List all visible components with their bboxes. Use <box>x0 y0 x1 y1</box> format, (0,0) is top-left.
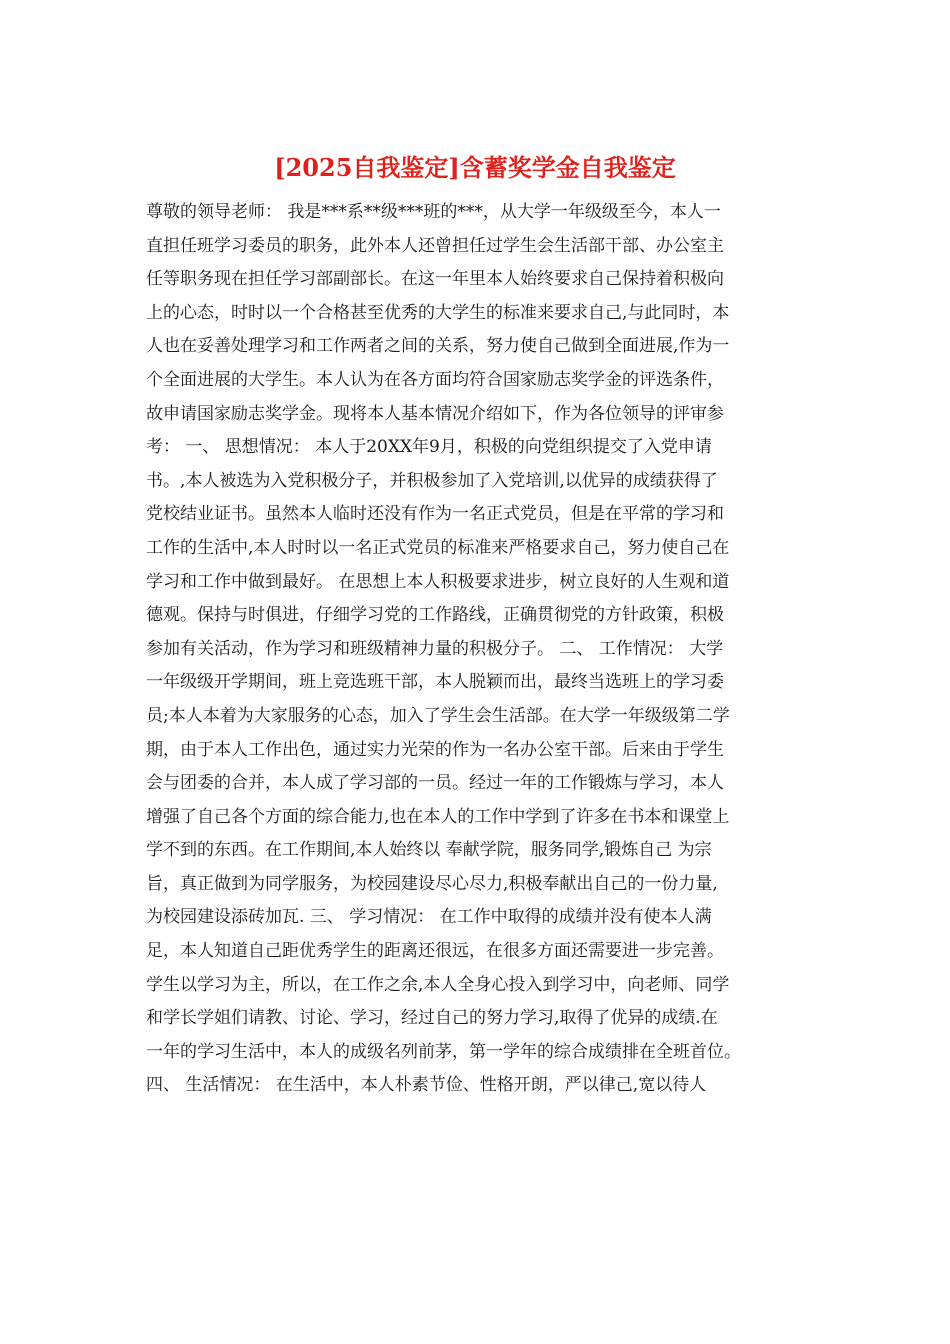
body-line: 会与团委的合并，本人成了学习部的一员。经过一年的工作锻炼与学习，本人 <box>146 773 724 794</box>
body-line: 一年级级开学期间，班上竞选班干部，本人脱颖而出，最终当选班上的学习委 <box>146 672 724 693</box>
body-line: 四、 生活情况： 在生活中，本人朴素节俭、性格开朗，严以律己,宽以待人 <box>146 1075 707 1096</box>
body-line: 学生以学习为主，所以，在工作之余,本人全身心投入到学习中，向老师、同学 <box>146 974 730 995</box>
body-line: 直担任班学习委员的职务，此外本人还曾担任过学生会生活部干部、办公室主 <box>146 235 724 256</box>
body-line: 一年的学习生活中，本人的成级名列前茅，第一学年的综合成绩排在全班首位。 <box>146 1041 741 1062</box>
body-line: 学习和工作中做到最好。 在思想上本人积极要求进步，树立良好的人生观和道 <box>146 571 730 592</box>
body-line: 工作的生活中,本人时时以一名正式党员的标准来严格要求自己，努力使自己在 <box>146 537 730 558</box>
body-line: 考： 一、 思想情况： 本人于20XX年9月，积极的向党组织提交了入党申请 <box>146 437 712 458</box>
body-line: 为校园建设添砖加瓦. 三、 学习情况： 在工作中取得的成绩并没有使本人满 <box>146 907 712 928</box>
document-body <box>146 196 806 1103</box>
body-line: 任等职务现在担任学习部副部长。在这一年里本人始终要求自己保持着积极向 <box>146 269 724 290</box>
body-line: 书。,本人被选为入党积极分子，并积极参加了入党培训,以优异的成绩获得了 <box>146 470 718 491</box>
body-line: 和学长学姐们请教、讨论、学习，经过自己的努力学习,取得了优异的成绩.在 <box>146 1008 718 1029</box>
body-line: 员;本人本着为大家服务的心态，加入了学生会生活部。在大学一年级级第二学 <box>146 705 730 726</box>
body-line: 德观。保持与时俱进，仔细学习党的工作路线，正确贯彻党的方针政策，积极 <box>146 605 724 626</box>
body-line: 足，本人知道自己距优秀学生的距离还很远，在很多方面还需要进一步完善。 <box>146 941 724 962</box>
body-line: 故申请国家励志奖学金。现将本人基本情况介绍如下，作为各位领导的评审参 <box>146 403 724 424</box>
body-line: 旨，真正做到为同学服务，为校园建设尽心尽力,积极奉献出自己的一份力量, <box>146 873 718 894</box>
body-line: 上的心态，时时以一个合格甚至优秀的大学生的标准来要求自己,与此同时，本 <box>146 302 730 323</box>
body-line: 人也在妥善处理学习和工作两者之间的关系，努力使自己做到全面进展,作为一 <box>146 336 730 357</box>
body-line: 党校结业证书。虽然本人临时还没有作为一名正式党员，但是在平常的学习和 <box>146 504 724 525</box>
document-title: [2025自我鉴定]含蓄奖学金自我鉴定 <box>274 153 676 182</box>
body-line: 增强了自己各个方面的综合能力,也在本人的工作中学到了许多在书本和课堂上 <box>146 806 730 827</box>
body-line: 尊敬的领导老师： 我是***系**级***班的***，从大学一年级级至今，本人一 <box>146 202 721 222</box>
body-line: 期，由于本人工作出色，通过实力光荣的作为一名办公室干部。后来由于学生 <box>146 739 724 760</box>
body-line: 学不到的东西。在工作期间,本人始终以 奉献学院，服务同学,锻炼自己 为宗 <box>146 840 712 861</box>
body-line: 个全面进展的大学生。本人认为在各方面均符合国家励志奖学金的评选条件， <box>146 369 724 390</box>
body-line: 参加有关活动，作为学习和班级精神力量的积极分子。 二、 工作情况： 大学 <box>146 638 724 659</box>
